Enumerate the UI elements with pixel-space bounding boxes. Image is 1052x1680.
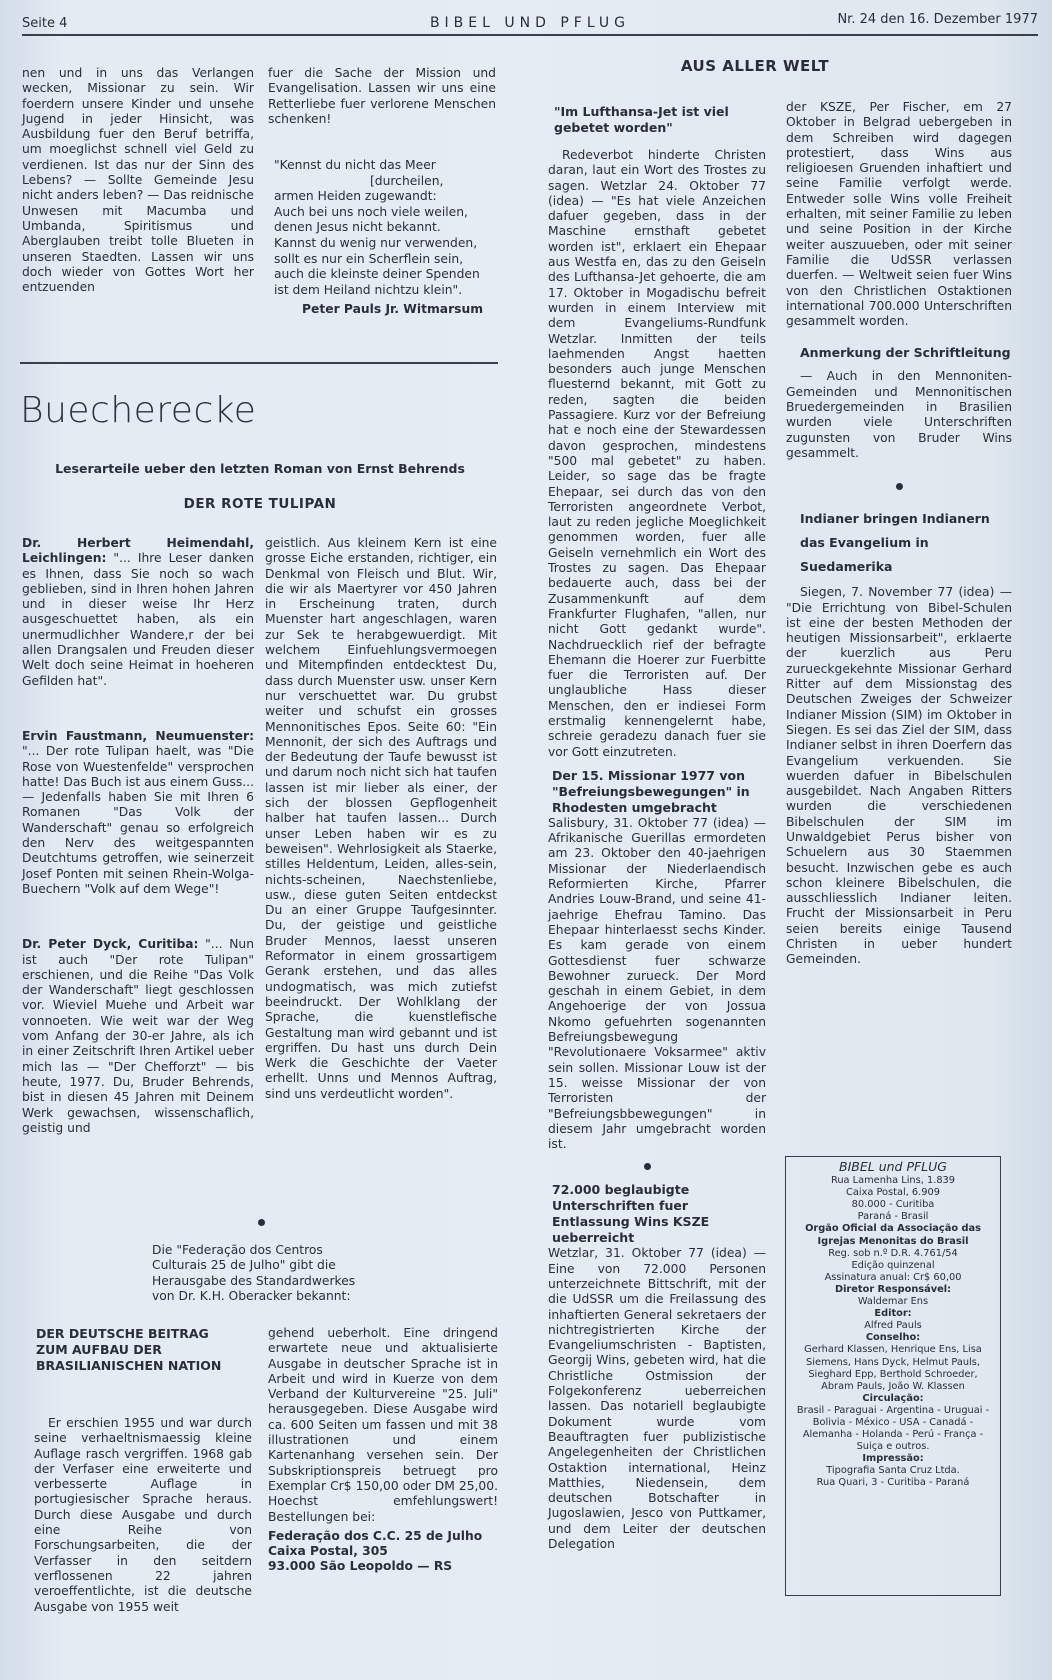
imprint-label: Editor: [874,1308,912,1320]
article-text: Redeverbot hinderte Christen daran, laut ein Wort des Trostes zu sagen. Wetzlar 24. Oktober 77 (idea) — "Es hat viele Anzeichen dafuer gegeben, dass in der Maschine ernsthaft gebetet worden ist", erklaert ein Ehepaar aus Westfa en, das zu den Geiseln des Lufthansa-Jet gehoerte, die am 17. Oktober in Mogadischu befreit wurden in einem Interview mit dem Evangeliums-Rundfunk Wetzlar. Inmitten der teils laehmenden Angst haetten besonders auch junge Menschen fluesternd bekannt, mit Gott zu reden, sagten die beiden Passagiere. Kurz vor der Befreiung hat e noch eine der Stewardessen davon gesprochen, mindestens "500 mal gebetet" zu haben. Leider, so sage das be fragte Ehepaar, sei durch das von den Terroristen angeordnete Verbot, laut zu reden jegliche Moeglichkeit genommen worden, fuer alle Geiseln vernehmlich ein Wort des Trostes zu sagen. Das Ehepaar bedauerte auch, dass bei der Zusammenkunft auf dem Frankfurter Flughafen, "allen, nur nicht Gott gedankt wurde". Nachdruecklich rief der befragte Ehemann die Hoerer zur Fuerbitte fuer die Terroristen auf. Der unglaubliche Hass dieser Menschen, den er indiesei Form erstmalig kennengelernt habe, schreie geradezu danach fuer sie vor Gott einzutreten. [548,148,766,759]
poem-line: Auch bei uns noch viele weilen, [274,204,468,219]
imprint-label: Impressão: [862,1453,924,1465]
poem-line: auch die kleinste deiner Spenden [274,267,480,282]
article-text: der KSZE, Per Fischer, em 27 Oktober in Belgrad uebergeben in dem Schreiben wird dagegen protestiert, dass Wins aus religioesen Gruenden inhaftiert und seine Familie verfolgt werde. Entweder solle Wins volle Freiheit erhalten, mit seiner Familie zu leben und seine Position in der Kirche weiter auszuueben, oder mit seiner Familie die UdSSR verlassen duerfen. — Weltweit seien fuer Wins von den Christlichen Ostaktionen international 700.000 Unterschriften gesammelt worden. [786,100,1012,329]
imprint-line: Waldemar Ens [857,1296,929,1308]
news-col1 [548,104,766,1552]
article-headline: "Im Lufthansa-Jet ist viel gebetet worden" [554,104,729,135]
imprint-line: Rua Lamenha Lins, 1.839 [830,1175,956,1187]
headline-rote-tulipan: DER ROTE TULIPAN [183,496,337,512]
imprint-box [785,1156,1001,1596]
imprint-council: Gerhard Klassen, Henrique Ens, Lisa Siemens, Hans Dyck, Helmut Pauls, Sieghard Epp, Berthold Schroeder, Abram Pauls, João W. Klassen [804,1344,982,1392]
imprint-circulation: Brasil - Paraguai - Argentina - Uruguai - Bolivia - México - USA - Canadá - Alemanha - Holanda - Perú - França - Suiça e outros. [796,1404,990,1453]
bullet-separator [644,1163,651,1170]
letter-text: "... Der rote Tulipan haelt, was "Die Rose von Wuestenfelde" versprochen hatte! Das Buch ist aus einem Guss... — Jedenfalls haben Sie mit Ihren 6 Romanen "Das Volk der Wanderschaft" genau so erfolgreich den Nerv des weitgespannten Deutchtums getroffen, wie seinerzeit Josef Ponten mit seinen Rhein-Wolga-Buechern "Volk auf dem Wege"! [22,744,254,896]
section-title-buecherecke: Buecherecke [20,390,257,431]
imprint-line: Edição quinzenal [851,1259,935,1271]
page-number: Seite 4 [22,16,68,31]
poem-line: denen Jesus nicht bekannt. [274,220,441,235]
poem-line: "Kennst du nicht das Meer [274,158,436,172]
sub-col1 [34,1416,252,1615]
imprint-label: Circulação: [862,1392,924,1404]
signature: Peter Pauls Jr. Witmarsum [302,302,484,317]
poem-line: sollt es nur ein Scherflein sein, [274,251,464,266]
top-col1-text: nen und in uns das Verlangen wecken, Missionar zu sein. Wir foerdern unsere Kinder und unsehe Jugend in jeder Hinsicht, was Ausbildung fuer den Beruf betriffa, um moeglichst schnell viel Geld zu verdienen. Ist das nur der Sinn des Lebens? — Sollte Gemeinde Jesu nicht anders leben? — Das reidnische Unwesen mit Macumba und Umbanda, Spiritismus und Aberglauben treibt tolle Blueten in unseren Staedten. Lassen wir uns doch wieder von Gottes Wort her entzuenden [22,66,254,295]
imprint-line: Alfred Pauls [864,1320,922,1332]
federacao-notice [152,1243,360,1304]
sub-col2 [268,1326,498,1575]
bullet-separator [896,483,903,490]
article-text: Wetzlar, 31. Oktober 77 (idea) — Eine von 72.000 Personen unterzeichnete Bittschrift, mit der die UdSSR um die Freilassung des inhaftierten General sekretaers der nichtregistrierten Kirche der Evangeliumschristen - Baptisten, Georgij Wins, gebeten wird, hat die Christliche Ostmission der Folgekonferenz ueberreichen lassen. Das notariell beglaubigte Dokument wurde vom Beauftragten fuer publizistische Angelegenheiten der Christlichen Ostaktion international, Heinz Matthies, Niedensein, dem deutschen Botschafter in Jugoslawien, Jesco von Puttkamer, und dem Leiter der deutschen Delegation [548,1246,766,1552]
top-col2-text: fuer die Sache der Mission und Evangelisation. Lassen wir uns eine Retterliebe fuer verlorene Menschen schenken! [268,66,496,126]
sub-headline: DER DEUTSCHE BEITRAG ZUM AUFBAU DER BRASILIANISCHEN NATION [36,1326,222,1373]
bullet-wrap [548,1152,766,1182]
poem-line: Kannst du wenig nur verwenden, [274,235,478,250]
poem [274,158,496,318]
section-title-aus-aller-welt: AUS ALLER WELT [680,57,830,75]
imprint-label: Conselho: [865,1332,921,1344]
imprint-line: 80.000 - Curitiba [851,1199,935,1211]
letter-text: "... Ihre Leser danken es Ihnen, dass Sie noch so wach geblieben, sind in Ihren hohen Jahren und in dieser weise Ihr Herz ausgeschuettet haben, als ein unermudlichher Wandere,r der bei allen Drangsalen und Freuden dieser Welt doch seine Heimat in hoeheren Gefilden hat". [22,551,254,688]
imprint-line: Tipografia Santa Cruz Ltda. [826,1465,960,1477]
top-col2 [268,66,496,127]
letters-col1 [22,536,254,1136]
poem-line: armen Heiden zugewandt: [274,189,437,204]
letter-author: Dr. Peter Dyck, Curitiba: [22,937,199,952]
news-col2 [786,100,1012,968]
header-rule [22,34,1038,36]
letter-author: Dr. Herbert Heimendahl, Leichlingen: [22,536,254,566]
note-headline: Anmerkung der Schriftleitung [800,345,1011,361]
imprint-label: Diretor Responsável: [834,1283,952,1295]
imprint-line: Rua Quari, 3 - Curitiba - Paraná [816,1477,970,1489]
article-headline: Indianer bringen Indianern das Evangelium in Suedamerika [800,511,990,575]
sub-col2-text: gehend ueberholt. Eine dringend erwartete neue und aktualisierte Ausgabe in deutscher Sprache ist in Arbeit und wird in Kuerze von dem Verband der Kulturvereine "25. Juli" herausgegeben. Diese Ausgabe wird ca. 600 Seiten um fassen und mit 38 illustrationen und einem Kartenanhang versehen sein. Der Subskriptionspreis betruegt pro Exemplar Cr$ 150,00 oder DM 25,00. Hoechst emfehlungswert! Bestellungen bei: [268,1326,498,1524]
article-text: Siegen, 7. November 77 (idea) — "Die Errichtung von Bibel-Schulen ist eine der besten Methoden der heutigen Missionsarbeit", erklaerte der kuerzlich aus Peru zurueckgekehnte Missionar Gerhard Ritter auf dem Missionstag des Deutschen Zweiges der Schweizer Indianer Mission (SIM) im Oktober in Siegen. Es sei das Ziel der SIM, dass Indianer selbst in ihren Doerfern das Evangelium verkuenden. Sie wuerden dafuer in Bibelschulen ausgebildet. Nach Angaben Ritters wurden die verschiedenen Bibelschulen der SIM im Unwaldgebiet Perus bisher von Schuelern aus 30 Staemmen besucht. Inzwischen gebe es auch schon kleinere Bibelschulen, die ausschliesslich Indianer leiten. Frucht der Missionsarbeit in Peru seien bereits einige Tausend Christen in ueber hundert Gemeinden. [786,585,1012,967]
imprint-organ: Orgão Oficial da Associação das Igrejas Menonitas do Brasil [805,1223,981,1247]
poem-line: ist dem Heiland nichtzu klein". [274,282,463,297]
newspaper-title: BIBEL UND PFLUG [429,15,631,31]
top-col1 [22,66,254,295]
article-headline: Der 15. Missionar 1977 von "Befreiungsbewegungen" in Rhodesten umgebracht [552,767,750,815]
imprint-line: Paraná - Brasil [857,1211,929,1223]
article-headline: 72.000 beglaubigte Unterschriften fuer Entlassung Wins KSZE ueberreicht [552,1182,710,1246]
imprint-line: Reg. sob n.º D.R. 4.761/54 [828,1247,958,1259]
sub-col1-text: Er erschien 1955 und war durch seine verhaeltnismaessig kleine Auflage rasch vergriffen. 1968 gab der Verfaser eine erweiterte und verbesserte Auflage in portugiesischer Sprache heraus. Durch diese Ausgabe und durch eine Reihe von Forschungsarbeiten, die der Verfasser in den seitdern verflossenen 22 jahren veroeffentlichte, ist die deutsche Ausgabe von 1955 weit [34,1416,252,1614]
imprint-line: Assinatura anual: Cr$ 60,00 [824,1271,962,1283]
imprint-line: Caixa Postal, 6.909 [846,1187,940,1199]
letter-text: "... Nun ist auch "Der rote Tulipan" erschienen, und die Reihe "Das Volk der Wanderschaft" liegt geschlossen vor. Wieviel Muehe und Arbeit war vonnoeten. Wie weit war der Weg vom Anfang der 30-er Jahre, als ich in einer Zeitschrift Ihren Artikel ueber mich las — "Der Chefforzt" — bis heute, 1977. Du, Bruder Behrends, bist in diesen 45 Jahren mit Deinem Werk gewachsen, wissenschaflich, geistig und [22,937,254,1135]
address-line: Caixa Postal, 305 [268,1544,388,1559]
section-divider [20,362,498,364]
issue-date: Nr. 24 den 16. Dezember 1977 [837,12,1038,27]
bullet-separator [258,1219,265,1226]
page-header [22,12,1038,34]
bullet-wrap [786,461,1012,507]
kicker: Leserarteile ueber den letzten Roman von Ernst Behrends [55,461,465,476]
poem-line: [durcheilen, [370,173,444,188]
address-line: Federação dos C.C. 25 de Julho [268,1528,483,1543]
notice-text: Die "Federação dos Centros Culturais 25 de Julho" gibt die Herausgabe des Standardwerkes von Dr. K.H. Oberacker bekannt: [152,1243,356,1303]
letters-col2-text: geistlich. Aus kleinem Kern ist eine grosse Eiche erstanden, richtiger, ein Denkmal von Fleisch und Blut. Wir, die wir als Maertyrer vor 450 Jahren in Erscheinung traten, durch Muenster hart angeschlagen, waren zur Sek te herabgewuerdigt. Mit welchem Einfuehlungsvermoegen und Mitempfinden entdecktest Du, dass durch Muenster usw. unser Kern nur verschuettet war. Du grubst weiter und schufst ein grosses Mennonitisches Epos. Seite 60: "Ein Mennonit, der sich des Auftrags und der Bedeutung der Taufe bewusst ist und darum noch nicht sich hat taufen lassen ist mir lieber als einer, der sich der blossen Gepflogenheit halber hat taufen lassen... Durch unser Leben haben wir es zu beweisen". Wehrlosigkeit als Staerke, stilles Heldentum, Leiden, alles-sein, nichts-scheinen, Naechstenliebe, usw., diese guten Seiten entdeckst Du an einer Gruppe Taufgesinnter. Du, der geistige und geistliche Bruder Mennos, laesst unseren Reformator in einem grossartigem Gerank erstehen, und das alles undogmatisch, was mich zutiefst beeindruckt. Der Wohlklang der Sprache, die kuenstlefische Gestaltung man wird gebannt und ist ergriffen. Du hast uns durch Dein Werk die Geschichte der Vaeter erhellt. Unns und Mennos Auftrag, sind uns verdeutlicht worden". [265,536,497,1101]
address-line: 93.000 São Leopoldo — RS [268,1559,453,1574]
letter-author: Ervin Faustmann, Neumuenster: [22,728,254,743]
article-text: Salisbury, 31. Oktober 77 (idea) — Afrikanische Guerillas ermordeten am 23. Oktober den 40-jaehrigen Missionar der Niederlaendisch Reformierten Kirche, Pfarrer Andries Louw-Brand, und seine 41-jaehrige Ehefrau Tamino. Das Ehepaar hinterlaesst sechs Kinder. Es kam gerade von einem Gottesdienst fuer schwarze Bewohner zurueck. Der Mord geschah in einem Gebiet, in dem Angehoerige der von Jossua Nkomo gefuehrten sogenannten Befreiungsbewegung "Revolutionaere Voksarmee" aktiv sein sollen. Missionar Louw ist der 15. weisse Missionar der von Terroristen der "Befreiungsbbewegungen" in diesem Jahr umgebracht worden ist. [548,815,766,1152]
letters-col2 [265,536,497,1102]
imprint-title: BIBEL und PFLUG [839,1159,947,1174]
note-text: — Auch in den Mennoniten-Gemeinden und Mennonitischen Bruedergemeinden in Brasilien wurden viele Unterschriften zugunsten von Bruder Wins gesammelt. [786,369,1012,460]
